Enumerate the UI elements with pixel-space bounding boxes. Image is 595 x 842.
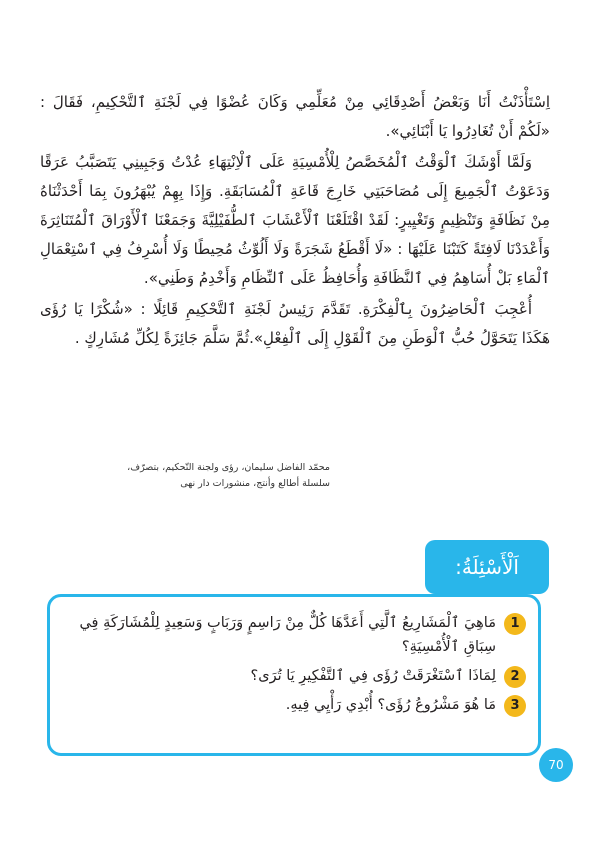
- question-text: لِمَاذَا ٱسْتَغْرَقَتْ رُؤَى فِي ٱلتَّفْكِيرِ يَا تُرَى؟: [250, 668, 496, 684]
- source-line: سلسلة أطالع وأنتج، منشورات دار نهى: [180, 478, 330, 489]
- question-text: مَاهِيَ ٱلْمَشَارِيعُ ٱلَّتِي أَعَدَّهَا كُلٌّ مِنْ رَاسِمٍ وَرَبَابٍ وَسَعِيدٍ لِلْمُشَارَكَةِ فِي سِبَاقِ ٱلْأُمْسِيَةِ؟: [79, 615, 496, 655]
- question-number-badge: 1: [504, 613, 526, 635]
- question-item: [60, 664, 526, 688]
- question-number-badge: 3: [504, 695, 526, 717]
- questions-title-text: اَلْأَسْئِلَةُ:: [455, 555, 519, 579]
- question-item: [60, 693, 526, 717]
- questions-title: [425, 540, 549, 594]
- story-paragraph: أُعْجِبَ ٱلْحَاضِرُونَ بِٱلْفِكْرَةِ. تَقَدَّمَ رَئِيسُ لَجْنَةِ ٱلتَّحْكِيمِ قَائِلًا : «شُكْرًا يَا رُؤَى هَكَذَا يَتَحَوَّلُ حُبُّ ٱلْوَطَنِ مِنَ ٱلْقَوْلِ إِلَى ٱلْفِعْلِ».ثُمَّ سَلَّمَ جَائِزَةً لِكُلِّ مُشَارِكٍ .: [40, 300, 550, 347]
- page-number: 70: [539, 748, 573, 782]
- story-text: [40, 88, 550, 355]
- questions-list: [60, 611, 526, 722]
- question-text: مَا هُوَ مَشْرُوعُ رُؤَى؟ أُبْدِي رَأْيِي فِيهِ.: [285, 697, 496, 713]
- question-item: [60, 611, 526, 659]
- source-citation: [60, 460, 330, 492]
- story-paragraph: اِسْتَأْذَنْتُ أَنَا وَبَعْضُ أَصْدِقَائِي مِنْ مُعَلِّمِي وَكَانَ عُضْوًا فِي لَجْنَةِ ٱلتَّحْكِيمِ، فَقَالَ : «لَكُمْ أَنْ تُغَادِرُوا يَا أَبْنَائِي».: [40, 93, 550, 140]
- questions-box: [47, 594, 541, 756]
- question-number-badge: 2: [504, 666, 526, 688]
- source-line: محمّد الفاضل سليمان، رؤى ولجنة التّحكيم، بتصرّف،: [127, 462, 330, 473]
- story-paragraph: وَلَمَّا أَوْشَكَ ٱلْوَقْتُ ٱلْمُخَصَّصُ لِلْأُمْسِيَةِ عَلَى ٱلْاِنْتِهَاءِ عُدْتُ وَجَبِينِي يَتَصَبَّبُ عَرَقًا وَدَعَوْتُ ٱلْجَمِيعَ إِلَى مُصَاحَبَتِي خَارِجَ قَاعَةِ ٱلْمُسَابَقَةِ. وَإِذَا بِهِمْ يُبْهَرُونَ بِمَا أَحْدَثْنَاهُ مِنْ نَظَافَةٍ وَتَنْظِيمٍ وَتَغْيِيرٍ: لَقَدْ اقْتَلَعْنَا ٱلْأَعْشَابَ ٱلطُّفَيْلِيَّةَ وَجَمَعْنَا ٱلْأَوْرَاقَ ٱلْمُتَنَاثِرَةَ وَأَعْدَدْنَا لَافِتَةً كَتَبْنَا عَلَيْهَا : «لَا أَقْطَعُ شَجَرَةً وَلَا أَلُوِّثُ مُحِيطًا وَلَا أُسْرِفُ فِي ٱسْتِعْمَالِ ٱلْمَاءِ بَلْ أُسَاهِمُ فِي ٱلنَّظَافَةِ وَأُحَافِظُ عَلَى ٱلنِّظَامِ وَأَخْدِمُ وَطَنِي».: [40, 153, 550, 287]
